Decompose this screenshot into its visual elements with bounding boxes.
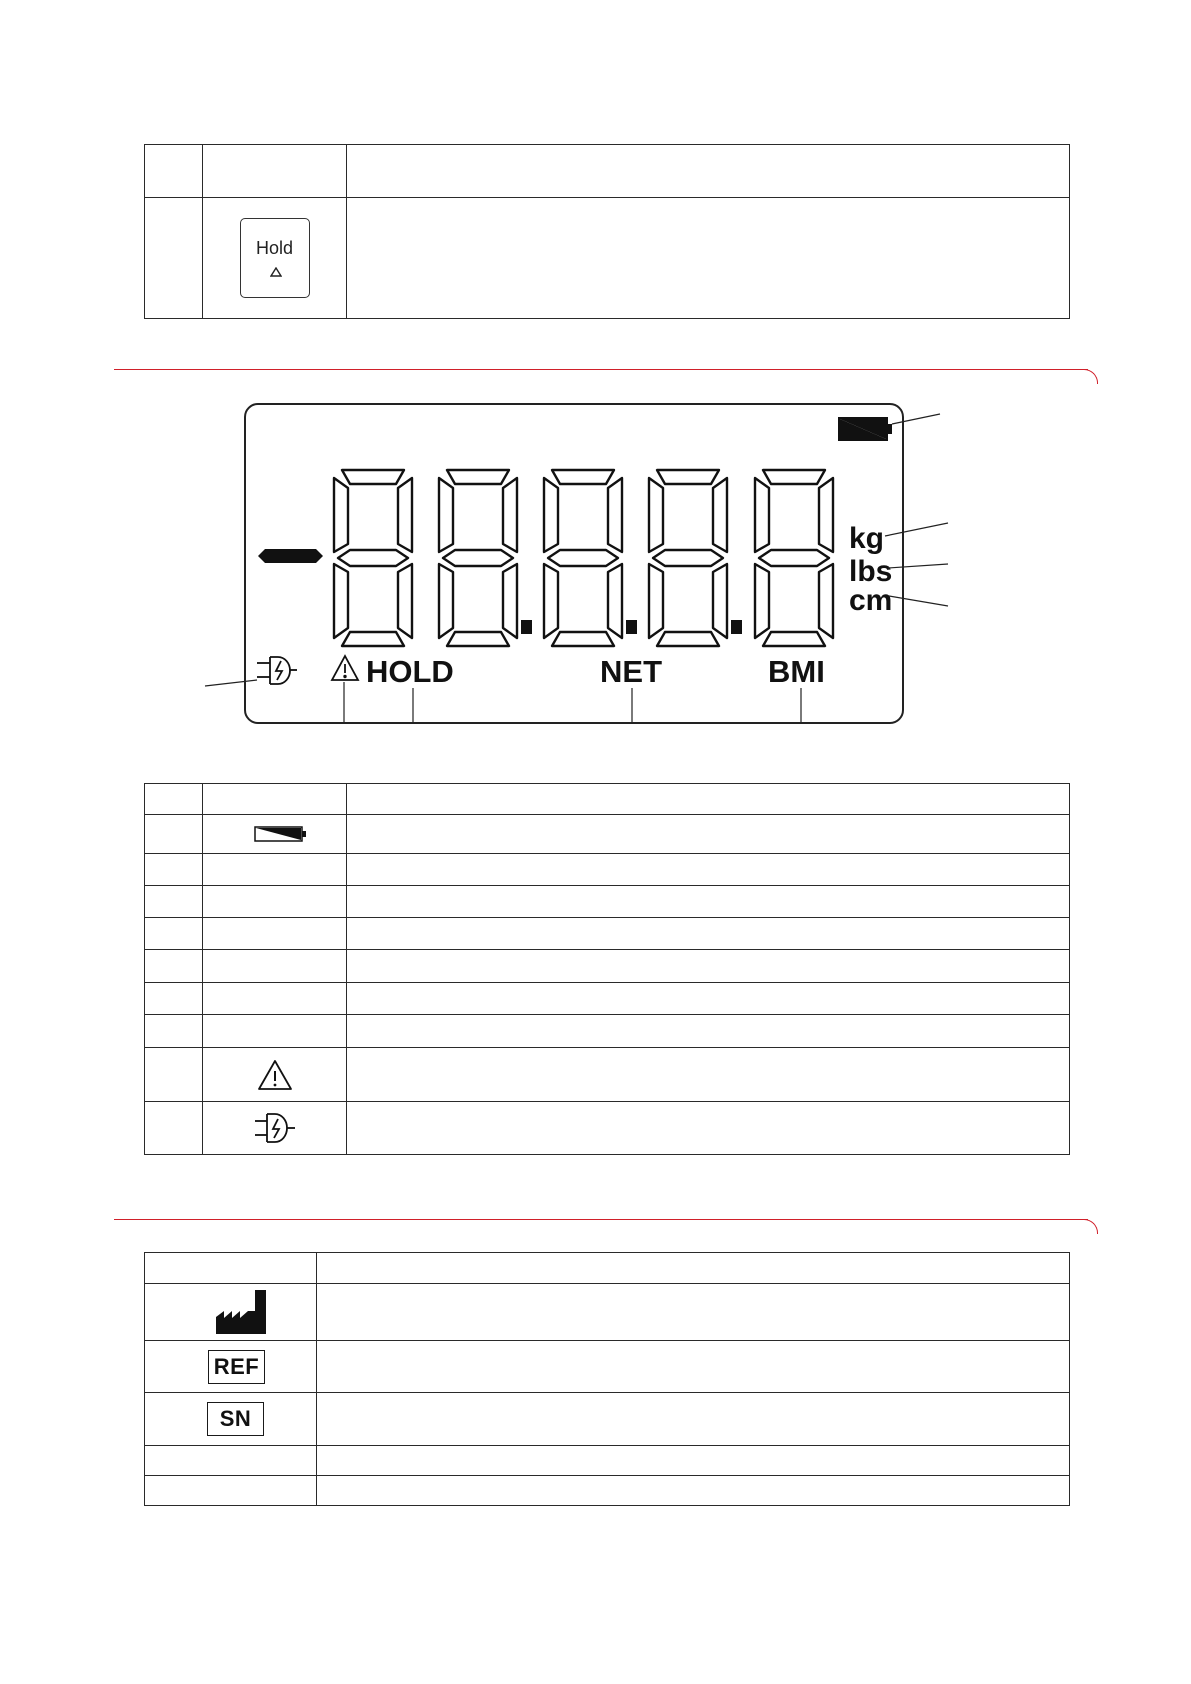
table-cell — [317, 1393, 1070, 1446]
hold-key-label: Hold — [255, 238, 294, 258]
table-cell — [145, 950, 203, 983]
label-symbols-table — [144, 1252, 1070, 1506]
table-cell — [145, 1102, 203, 1155]
unit-kg: kg — [849, 522, 885, 555]
table-cell — [145, 854, 203, 886]
table-cell — [145, 1476, 317, 1506]
table-row — [145, 1102, 1070, 1155]
table-header-row — [145, 1253, 1070, 1284]
indicator-net: NET — [600, 654, 662, 689]
table-cell — [145, 1446, 317, 1476]
ref-icon: REF — [208, 1350, 266, 1384]
table-cell — [347, 854, 1070, 886]
table-cell — [317, 1284, 1070, 1341]
table-cell — [347, 950, 1070, 983]
indicator-hold: HOLD — [366, 654, 454, 689]
table-cell — [347, 1048, 1070, 1102]
minus-segment — [258, 549, 323, 563]
unit-cm: cm — [849, 584, 893, 617]
mains-power-icon — [253, 1112, 297, 1144]
battery-low-icon — [254, 825, 308, 843]
callout-line — [888, 564, 948, 568]
callout-line — [205, 680, 257, 686]
table-cell — [145, 815, 203, 854]
table-row — [145, 815, 1070, 854]
lcd-display-diagram — [0, 0, 1191, 760]
battery-low-icon — [839, 418, 892, 440]
table-cell — [203, 983, 347, 1015]
callout-line — [889, 596, 948, 606]
table-cell — [145, 1015, 203, 1048]
table-cell — [145, 1341, 317, 1393]
table-cell — [347, 1102, 1070, 1155]
table-cell — [145, 886, 203, 918]
table-cell — [145, 918, 203, 950]
sn-icon: SN — [207, 1402, 265, 1436]
table-cell — [347, 983, 1070, 1015]
table-cell — [145, 1393, 317, 1446]
table-cell — [317, 1476, 1070, 1506]
manufacturer-icon — [215, 1289, 267, 1335]
table-cell — [203, 854, 347, 886]
table-row — [145, 918, 1070, 950]
table-cell — [203, 886, 347, 918]
seven-segment-digits — [334, 470, 833, 646]
unit-lbs: lbs — [849, 555, 893, 588]
table-cell — [347, 1015, 1070, 1048]
display-symbols-table — [144, 783, 1070, 1155]
table-cell — [317, 1253, 1070, 1284]
callout-line — [885, 523, 948, 536]
table-row — [145, 1446, 1070, 1476]
decimal-point — [521, 620, 532, 634]
table-cell — [347, 886, 1070, 918]
table-cell — [203, 1048, 347, 1102]
table-cell — [145, 1253, 317, 1284]
table-row — [145, 1341, 1070, 1393]
section-divider-curve — [1083, 1219, 1098, 1234]
table-cell — [145, 1284, 317, 1341]
table-cell — [203, 815, 347, 854]
table-cell — [203, 784, 347, 815]
table-cell — [347, 815, 1070, 854]
mains-power-icon — [257, 657, 297, 684]
table-row — [145, 1284, 1070, 1341]
table-row — [145, 983, 1070, 1015]
table-cell — [145, 784, 203, 815]
digit-5 — [755, 470, 833, 646]
table-cell — [203, 950, 347, 983]
warning-icon — [257, 1059, 293, 1091]
table-row — [145, 1015, 1070, 1048]
table-row — [145, 1048, 1070, 1102]
table-row — [145, 1476, 1070, 1506]
table-row — [145, 950, 1070, 983]
table-row — [145, 854, 1070, 886]
table-cell — [145, 1048, 203, 1102]
digit-2 — [439, 470, 517, 646]
digit-4 — [649, 470, 727, 646]
table-cell — [347, 784, 1070, 815]
table-cell — [203, 1102, 347, 1155]
table-cell — [317, 1341, 1070, 1393]
decimal-point — [731, 620, 742, 634]
digit-1 — [334, 470, 412, 646]
table-header-row — [145, 784, 1070, 815]
indicator-bmi: BMI — [768, 654, 825, 689]
section-divider — [114, 1219, 1088, 1220]
callout-lines — [205, 414, 948, 722]
callout-line — [892, 414, 940, 424]
warning-icon — [332, 656, 358, 680]
table-cell — [145, 983, 203, 1015]
decimal-point — [626, 620, 637, 634]
table-cell — [203, 1015, 347, 1048]
table-cell — [347, 918, 1070, 950]
table-cell — [317, 1446, 1070, 1476]
table-row — [145, 1393, 1070, 1446]
table-cell — [203, 918, 347, 950]
digit-3 — [544, 470, 622, 646]
table-row — [145, 886, 1070, 918]
